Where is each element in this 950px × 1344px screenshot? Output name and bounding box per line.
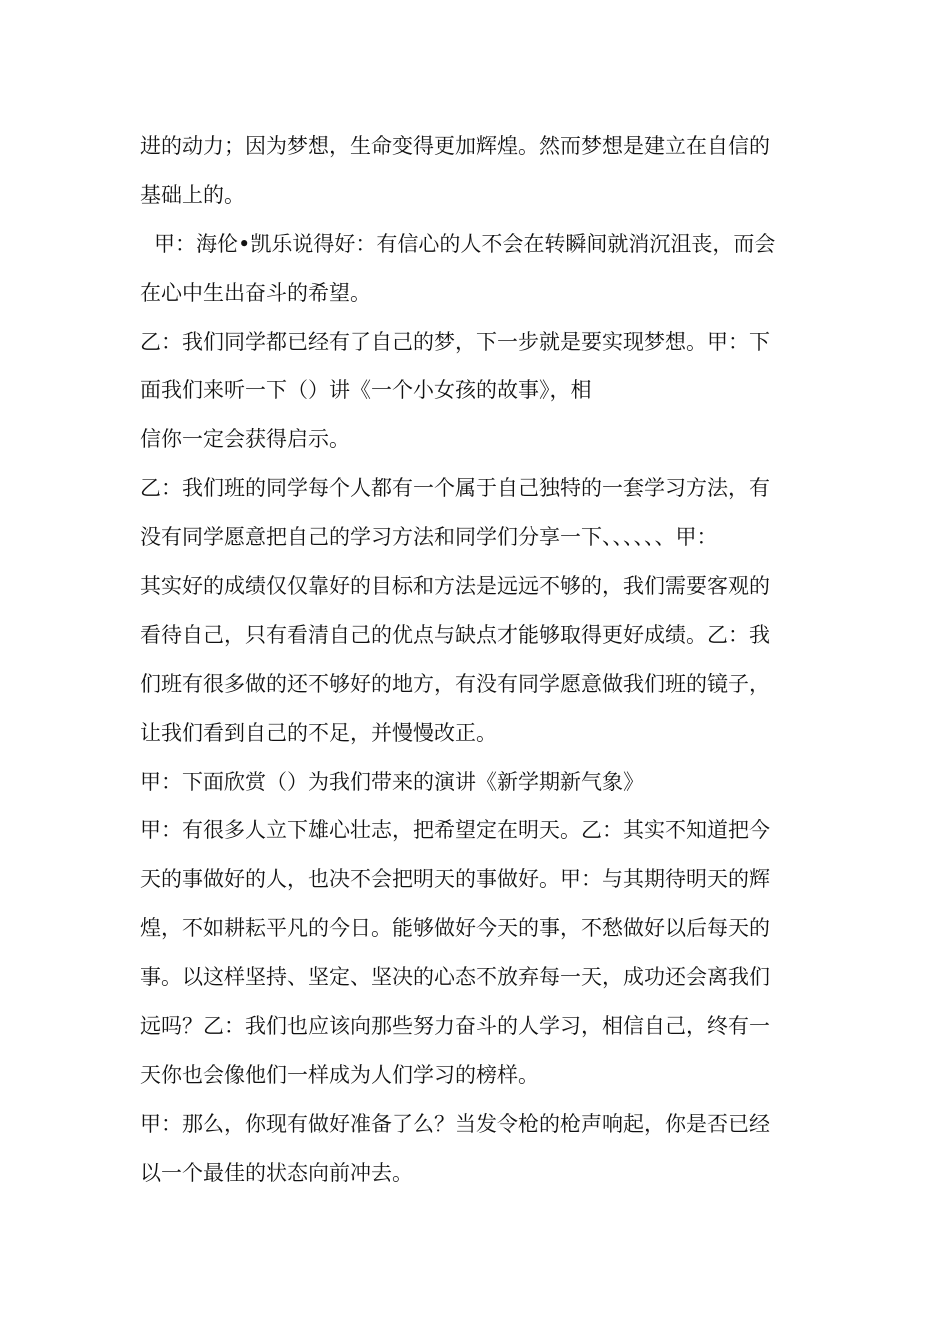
text-line: 甲：有很多人立下雄心壮志，把希望定在明天。乙：其实不知道把今 (140, 818, 770, 843)
text-line: 以一个最佳的状态向前冲去。 (140, 1160, 413, 1185)
text-line: 信你一定会获得启示。 (140, 427, 350, 452)
text-line: 远吗？乙：我们也应该向那些努力奋斗的人学习，相信自己，终有一 (140, 1014, 770, 1039)
text-line: 其实好的成绩仅仅靠好的目标和方法是远远不够的，我们需要客观的 (140, 574, 770, 599)
text-line: 在心中生出奋斗的希望。 (140, 280, 371, 305)
text-line: 天你也会像他们一样成为人们学习的榜样。 (140, 1062, 539, 1087)
text-line: 让我们看到自己的不足，并慢慢改正。 (140, 720, 497, 745)
text-line: 事。以这样坚持、坚定、坚决的心态不放弃每一天，成功还会离我们 (140, 965, 770, 990)
text-line: 甲：海伦•凯乐说得好：有信心的人不会在转瞬间就消沉沮丧，而会 (154, 231, 776, 256)
text-line: 乙：我们同学都已经有了自己的梦，下一步就是要实现梦想。甲：下 (140, 329, 770, 354)
text-line: 基础上的。 (140, 182, 245, 207)
text-line: 看待自己，只有看清自己的优点与缺点才能够取得更好成绩。乙：我 (140, 622, 770, 647)
text-line: 乙：我们班的同学每个人都有一个属于自己独特的一套学习方法，有 (140, 476, 770, 501)
text-line: 没有同学愿意把自己的学习方法和同学们分享一下、、、、、、甲： (140, 525, 718, 550)
text-line: 煌，不如耕耘平凡的今日。能够做好今天的事，不愁做好以后每天的 (140, 916, 770, 941)
text-line: 面我们来听一下（）讲《一个小女孩的故事》，相 (140, 378, 592, 403)
text-line: 们班有很多做的还不够好的地方，有没有同学愿意做我们班的镜子， (140, 671, 770, 696)
text-line: 天的事做好的人，也决不会把明天的事做好。甲：与其期待明天的辉 (140, 867, 770, 892)
text-line: 甲：那么，你现有做好准备了么？当发令枪的枪声响起，你是否已经 (140, 1111, 770, 1136)
text-line: 进的动力；因为梦想，生命变得更加辉煌。然而梦想是建立在自信的 (140, 134, 770, 158)
body-text (140, 122, 812, 1198)
text-line: 甲：下面欣赏（）为我们带来的演讲《新学期新气象》 (140, 769, 644, 794)
